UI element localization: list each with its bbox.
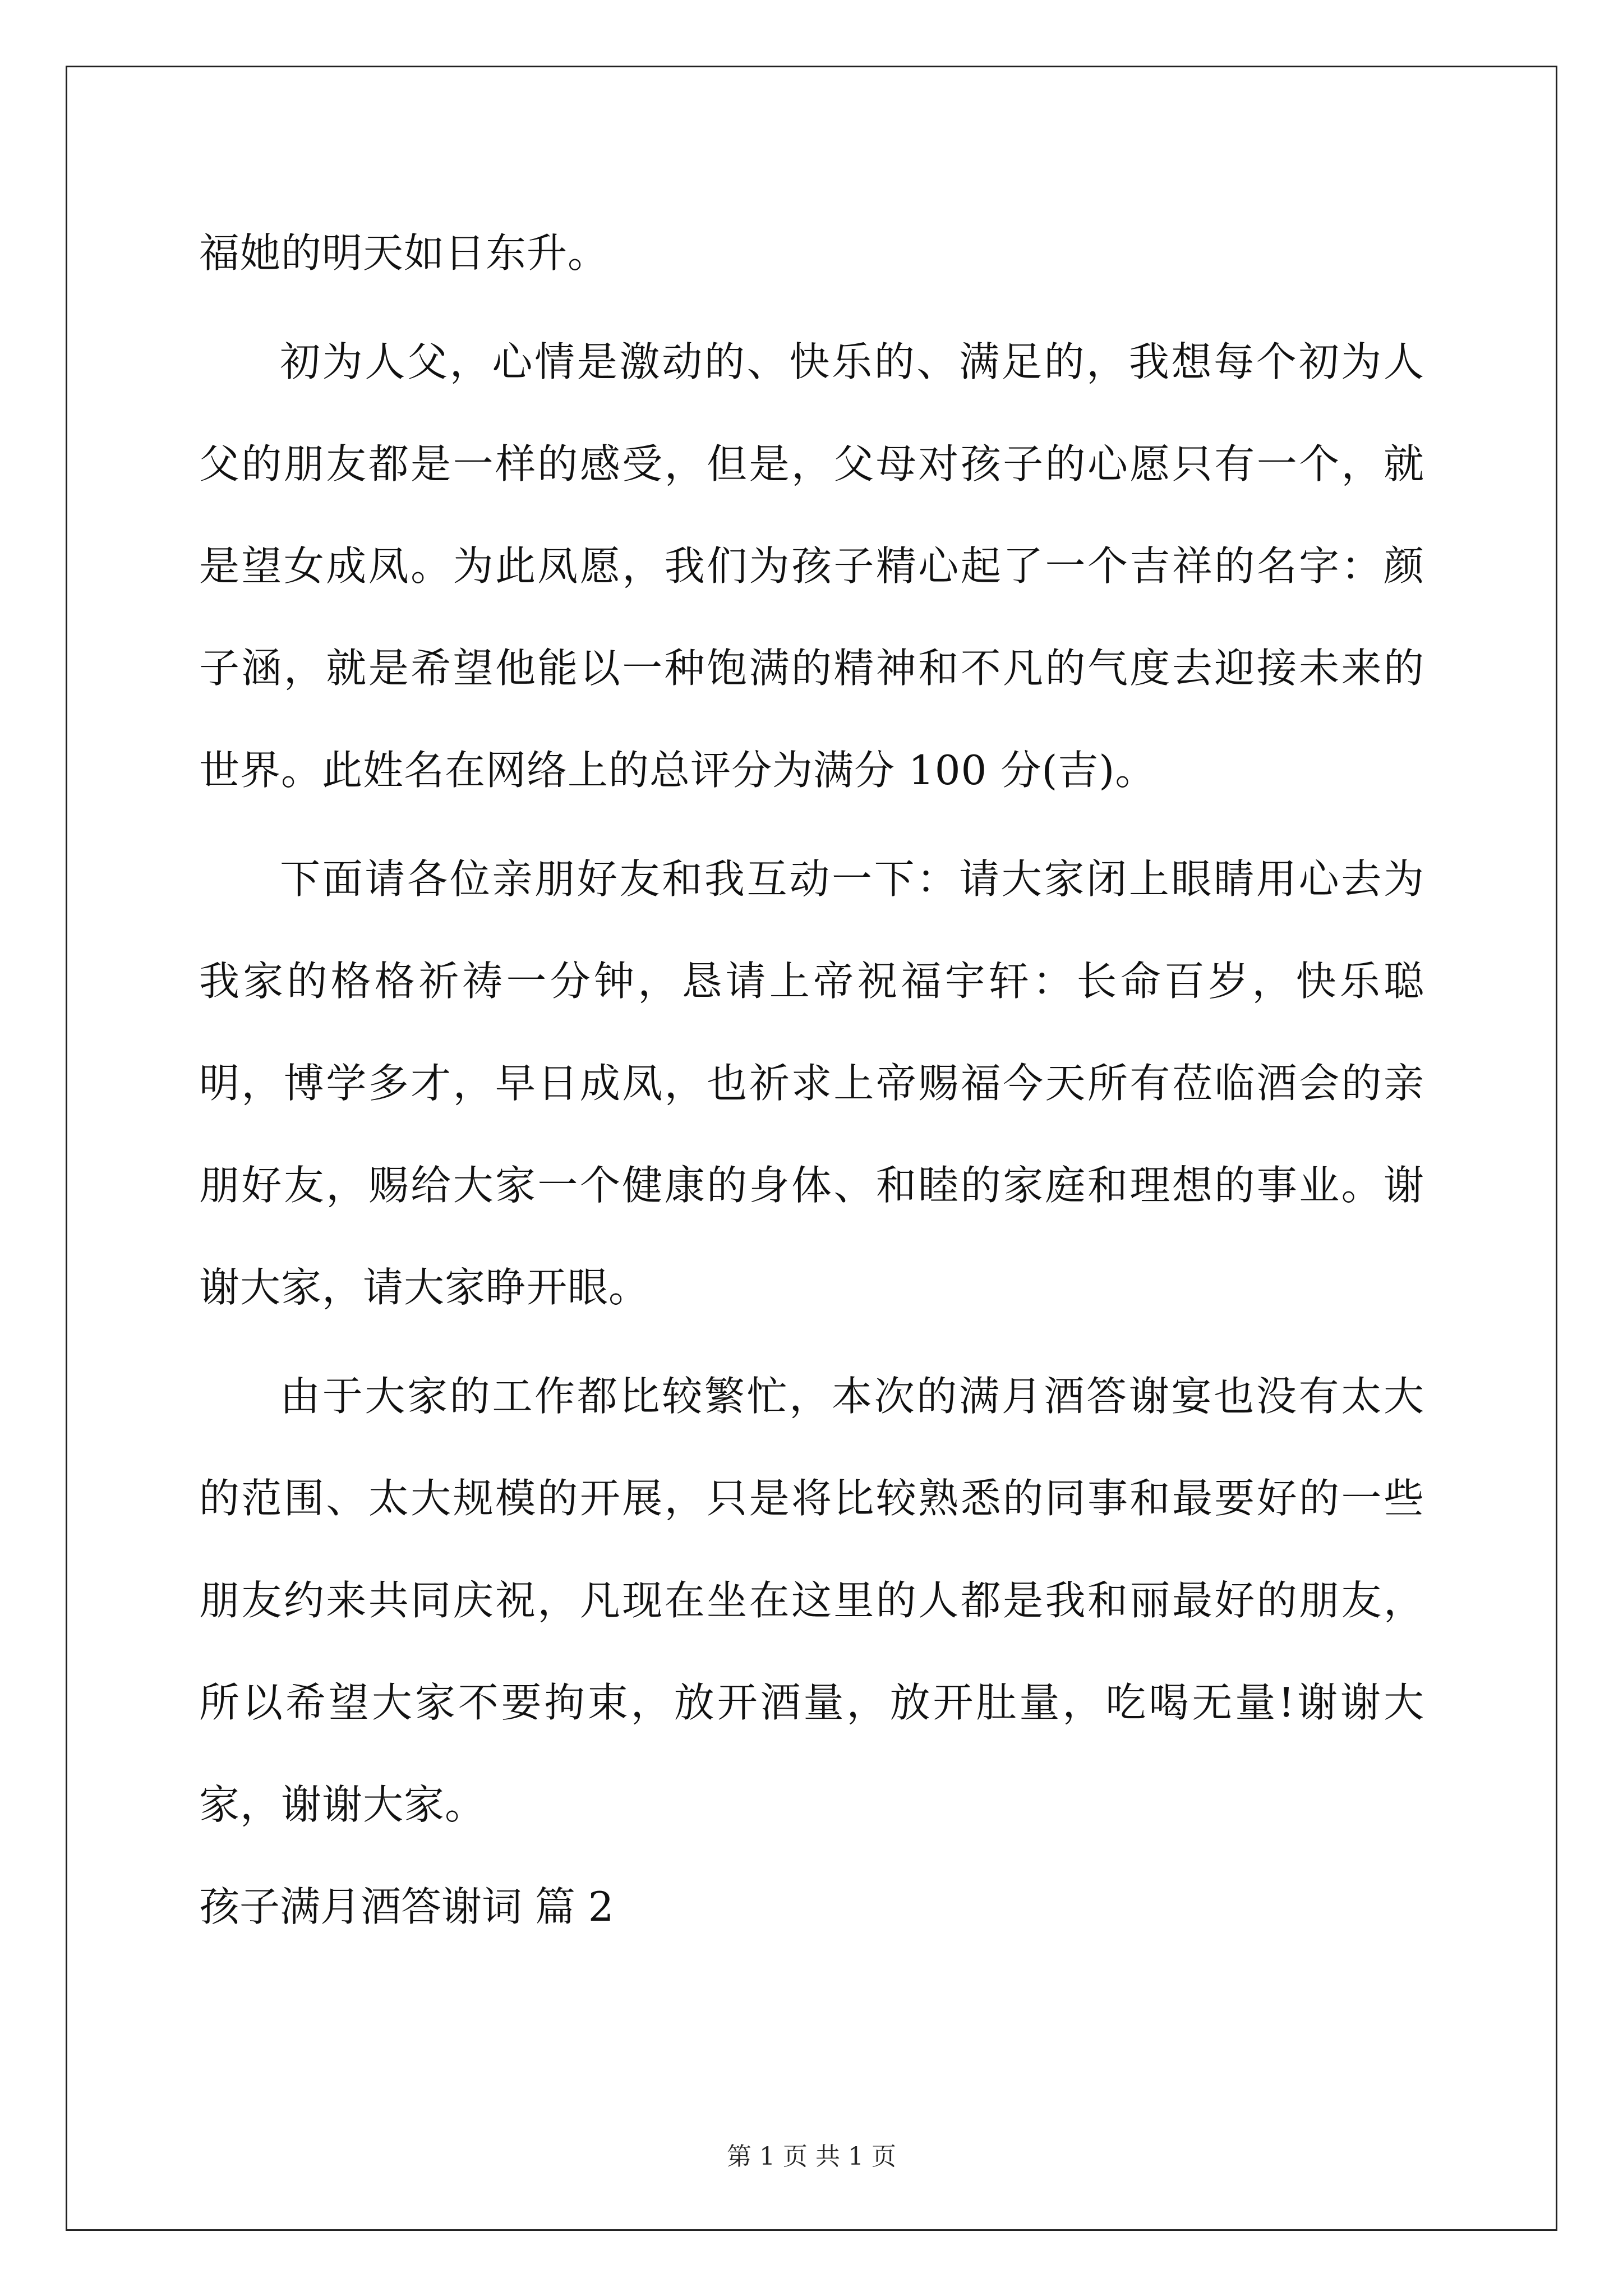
- page-footer: 第 1 页 共 1 页: [727, 2142, 896, 2171]
- paragraph-1: 福她的明天如日东升。: [199, 229, 609, 277]
- section-heading: 孩子满月酒答谢词 篇 2: [199, 1883, 614, 1930]
- document-body: [199, 202, 1424, 1958]
- paragraph-2: 初为人父，心情是激动的、快乐的、满足的，我想每个初为人父的朋友都是一样的感受，但是，父母对孩子的心愿只有一个，就是望女成凤。为此凤愿，我们为孩子精心起了一个吉祥的名字：颜子涵，就是希望他能以一种饱满的精神和不凡的气度去迎接未来的世界。此姓名在网络上的总评分为满分 100 分(吉)。: [199, 338, 1424, 794]
- paragraph-4: 由于大家的工作都比较繁忙，本次的满月酒答谢宴也没有太大的范围、太大规模的开展，只是将比较熟悉的同事和最要好的一些朋友约来共同庆祝，凡现在坐在这里的人都是我和丽最好的朋友，所以希望大家不要拘束，放开酒量，放开肚量，吃喝无量!谢谢大家，谢谢大家。: [199, 1373, 1424, 1828]
- paragraph-3: 下面请各位亲朋好友和我互动一下：请大家闭上眼睛用心去为我家的格格祈祷一分钟，恳请上帝祝福宇轩：长命百岁，快乐聪明，博学多才，早日成凤，也祈求上帝赐福今天所有莅临酒会的亲朋好友，赐给大家一个健康的身体、和睦的家庭和理想的事业。谢谢大家，请大家睁开眼。: [199, 855, 1424, 1311]
